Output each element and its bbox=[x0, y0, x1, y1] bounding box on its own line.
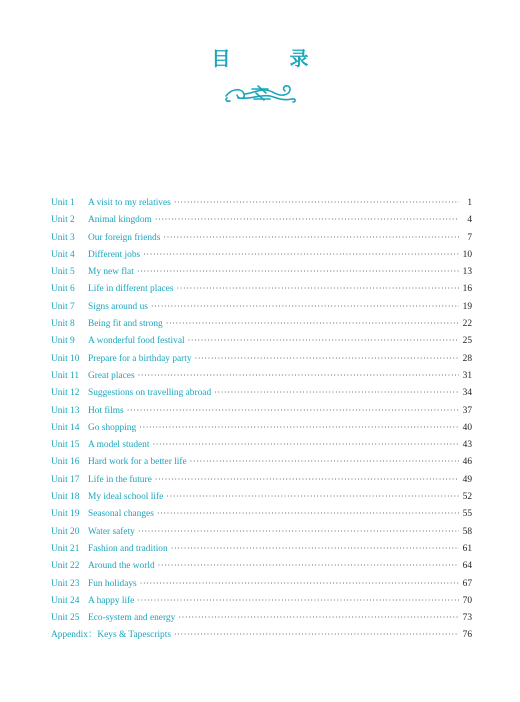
toc-unit-label: Unit 20 bbox=[51, 526, 80, 537]
toc-entry[interactable] bbox=[51, 609, 472, 626]
toc-page-number: 4 bbox=[467, 215, 472, 226]
toc-page-number: 34 bbox=[462, 388, 472, 399]
toc-dot-leader bbox=[155, 471, 459, 488]
toc-unit-label: Unit 5 bbox=[51, 267, 75, 278]
toc-page-number: 70 bbox=[462, 595, 472, 606]
toc-dot-leader bbox=[157, 505, 459, 522]
toc-unit-label: Unit 23 bbox=[51, 578, 80, 589]
toc-unit-label: Unit 6 bbox=[51, 284, 75, 295]
toc-unit-title: Hot films bbox=[88, 405, 124, 416]
toc-unit-label: Unit 8 bbox=[51, 319, 75, 330]
toc-dot-leader bbox=[155, 211, 459, 228]
toc-entry[interactable] bbox=[51, 575, 472, 592]
toc-page-number: 25 bbox=[462, 336, 472, 347]
toc-entry[interactable] bbox=[51, 419, 472, 436]
toc-page-number: 16 bbox=[462, 284, 472, 295]
toc-entry[interactable] bbox=[51, 557, 472, 574]
toc-unit-title: A happy life bbox=[88, 595, 135, 606]
toc-unit-title: ：Keys & Tapescripts bbox=[87, 630, 171, 641]
toc-dot-leader bbox=[138, 367, 459, 384]
toc-unit-title: My new flat bbox=[88, 267, 134, 278]
toc-dot-leader bbox=[152, 436, 459, 453]
toc-dot-leader bbox=[174, 194, 459, 211]
toc-unit-title: Around the world bbox=[88, 561, 155, 572]
toc-dot-leader bbox=[127, 402, 459, 419]
toc-dot-leader bbox=[195, 350, 459, 367]
toc-dot-leader bbox=[137, 592, 459, 609]
toc-page-number: 1 bbox=[467, 198, 472, 208]
toc-unit-label: Unit 16 bbox=[51, 457, 80, 468]
toc-unit-title: Go shopping bbox=[88, 422, 137, 433]
toc-dot-leader bbox=[140, 575, 459, 592]
toc-unit-label: Unit 15 bbox=[51, 440, 80, 451]
toc-unit-label: Unit 22 bbox=[51, 561, 80, 572]
toc-entry[interactable] bbox=[51, 194, 472, 211]
toc-entry[interactable] bbox=[51, 436, 472, 453]
toc-page-number: 19 bbox=[462, 301, 472, 312]
toc-unit-label: Appendix bbox=[51, 630, 88, 641]
toc-dot-leader bbox=[158, 557, 459, 574]
toc-unit-label: Unit 14 bbox=[51, 422, 80, 433]
toc-dot-leader bbox=[190, 453, 459, 470]
toc-entry[interactable] bbox=[51, 453, 472, 470]
toc-entry[interactable] bbox=[51, 263, 472, 280]
toc-unit-title: Water safety bbox=[88, 526, 135, 537]
toc-unit-label: Unit 4 bbox=[51, 249, 75, 260]
toc-unit-title: A wonderful food festival bbox=[88, 336, 185, 347]
toc-unit-label: Unit 7 bbox=[51, 301, 75, 312]
toc-dot-leader bbox=[174, 626, 459, 643]
toc-dot-leader bbox=[143, 246, 459, 263]
toc-entry[interactable] bbox=[51, 384, 472, 401]
toc-entry[interactable] bbox=[51, 540, 472, 557]
toc-unit-title: Life in different places bbox=[88, 284, 174, 295]
toc-unit-label: Unit 9 bbox=[51, 336, 75, 347]
toc-page-number: 49 bbox=[462, 474, 472, 485]
toc-page-number: 52 bbox=[462, 492, 472, 503]
toc-unit-label: Unit 10 bbox=[51, 353, 80, 364]
toc-unit-title: Great places bbox=[88, 370, 135, 381]
toc-entry[interactable] bbox=[51, 298, 472, 315]
toc-page-number: 64 bbox=[462, 561, 472, 572]
toc-unit-title: Suggestions on travelling abroad bbox=[88, 388, 212, 399]
toc-unit-label: Unit 11 bbox=[51, 370, 80, 381]
toc-entry[interactable] bbox=[51, 315, 472, 332]
toc-entry[interactable] bbox=[51, 592, 472, 609]
toc-page-number: 43 bbox=[462, 440, 472, 451]
toc-entry[interactable] bbox=[51, 523, 472, 540]
toc-entry[interactable] bbox=[51, 332, 472, 349]
toc-unit-label: Unit 12 bbox=[51, 388, 80, 399]
toc-page-number: 61 bbox=[462, 543, 472, 554]
toc-page-number: 7 bbox=[467, 232, 472, 243]
toc-unit-label: Unit 24 bbox=[51, 595, 80, 606]
toc-entry[interactable] bbox=[51, 626, 472, 643]
toc-dot-leader bbox=[138, 523, 459, 540]
toc-unit-title: Animal kingdom bbox=[88, 215, 152, 226]
toc-unit-label: Unit 25 bbox=[51, 613, 80, 624]
toc-unit-label: Unit 21 bbox=[51, 543, 80, 554]
toc-unit-title: Fun holidays bbox=[88, 578, 137, 589]
toc-unit-title: Eco-system and energy bbox=[88, 613, 176, 624]
toc-unit-title: Fashion and tradition bbox=[88, 543, 168, 554]
toc-entry[interactable] bbox=[51, 280, 472, 297]
toc-unit-title: A visit to my relatives bbox=[88, 198, 171, 208]
toc-page-number: 46 bbox=[462, 457, 472, 468]
toc-page-number: 37 bbox=[462, 405, 472, 416]
toc-unit-label: Unit 18 bbox=[51, 492, 80, 503]
toc-entry[interactable] bbox=[51, 488, 472, 505]
toc-unit-title: Being fit and strong bbox=[88, 319, 163, 330]
toc-page-number: 67 bbox=[462, 578, 472, 589]
toc-entry[interactable] bbox=[51, 246, 472, 263]
toc-unit-title: Different jobs bbox=[88, 249, 141, 260]
toc-entry[interactable] bbox=[51, 367, 472, 384]
toc-page-number: 28 bbox=[462, 353, 472, 364]
toc-page-number: 73 bbox=[462, 613, 472, 624]
toc-page-number: 31 bbox=[462, 370, 472, 381]
toc-entry[interactable] bbox=[51, 402, 472, 419]
toc-dot-leader bbox=[139, 419, 459, 436]
toc-unit-label: Unit 3 bbox=[51, 232, 75, 243]
toc-unit-label: Unit 13 bbox=[51, 405, 80, 416]
toc-page-number: 76 bbox=[462, 630, 472, 641]
toc-page-number: 10 bbox=[462, 249, 472, 260]
toc-entry[interactable] bbox=[51, 471, 472, 488]
toc-dot-leader bbox=[163, 229, 459, 246]
toc-unit-title: Hard work for a better life bbox=[88, 457, 187, 468]
toc-dot-leader bbox=[214, 384, 459, 401]
toc-unit-label: Unit 17 bbox=[51, 474, 80, 485]
toc-dot-leader bbox=[151, 298, 459, 315]
toc-page-number: 13 bbox=[462, 267, 472, 278]
toc-entry[interactable] bbox=[51, 350, 472, 367]
toc-page-number: 55 bbox=[462, 509, 472, 520]
toc-page-number: 40 bbox=[462, 422, 472, 433]
toc-entry[interactable] bbox=[51, 229, 472, 246]
toc-dot-leader bbox=[166, 315, 459, 332]
toc-unit-title: My ideal school life bbox=[88, 492, 164, 503]
toc-dot-leader bbox=[171, 540, 459, 557]
page-title: 目 录 bbox=[211, 48, 329, 70]
toc-dot-leader bbox=[178, 609, 459, 626]
toc-entry[interactable] bbox=[51, 211, 472, 228]
toc-dot-leader bbox=[188, 332, 459, 349]
toc-unit-title: Life in the future bbox=[88, 474, 152, 485]
toc-unit-label: Unit 2 bbox=[51, 215, 75, 226]
swirl-divider-icon bbox=[222, 80, 298, 106]
table-of-contents bbox=[51, 194, 472, 644]
toc-unit-title: Signs around us bbox=[88, 301, 148, 312]
toc-unit-label: Unit 19 bbox=[51, 509, 80, 520]
toc-unit-title: Our foreign friends bbox=[88, 232, 161, 243]
toc-dot-leader bbox=[166, 488, 459, 505]
toc-dot-leader bbox=[176, 280, 459, 297]
toc-unit-title: A model student bbox=[88, 440, 150, 451]
toc-page-number: 22 bbox=[462, 319, 472, 330]
toc-unit-title: Prepare for a birthday party bbox=[88, 353, 192, 364]
toc-page-number: 58 bbox=[462, 526, 472, 537]
toc-unit-label: Unit 1 bbox=[51, 198, 75, 208]
toc-entry[interactable] bbox=[51, 505, 472, 522]
toc-unit-title: Seasonal changes bbox=[88, 509, 154, 520]
toc-dot-leader bbox=[137, 263, 459, 280]
